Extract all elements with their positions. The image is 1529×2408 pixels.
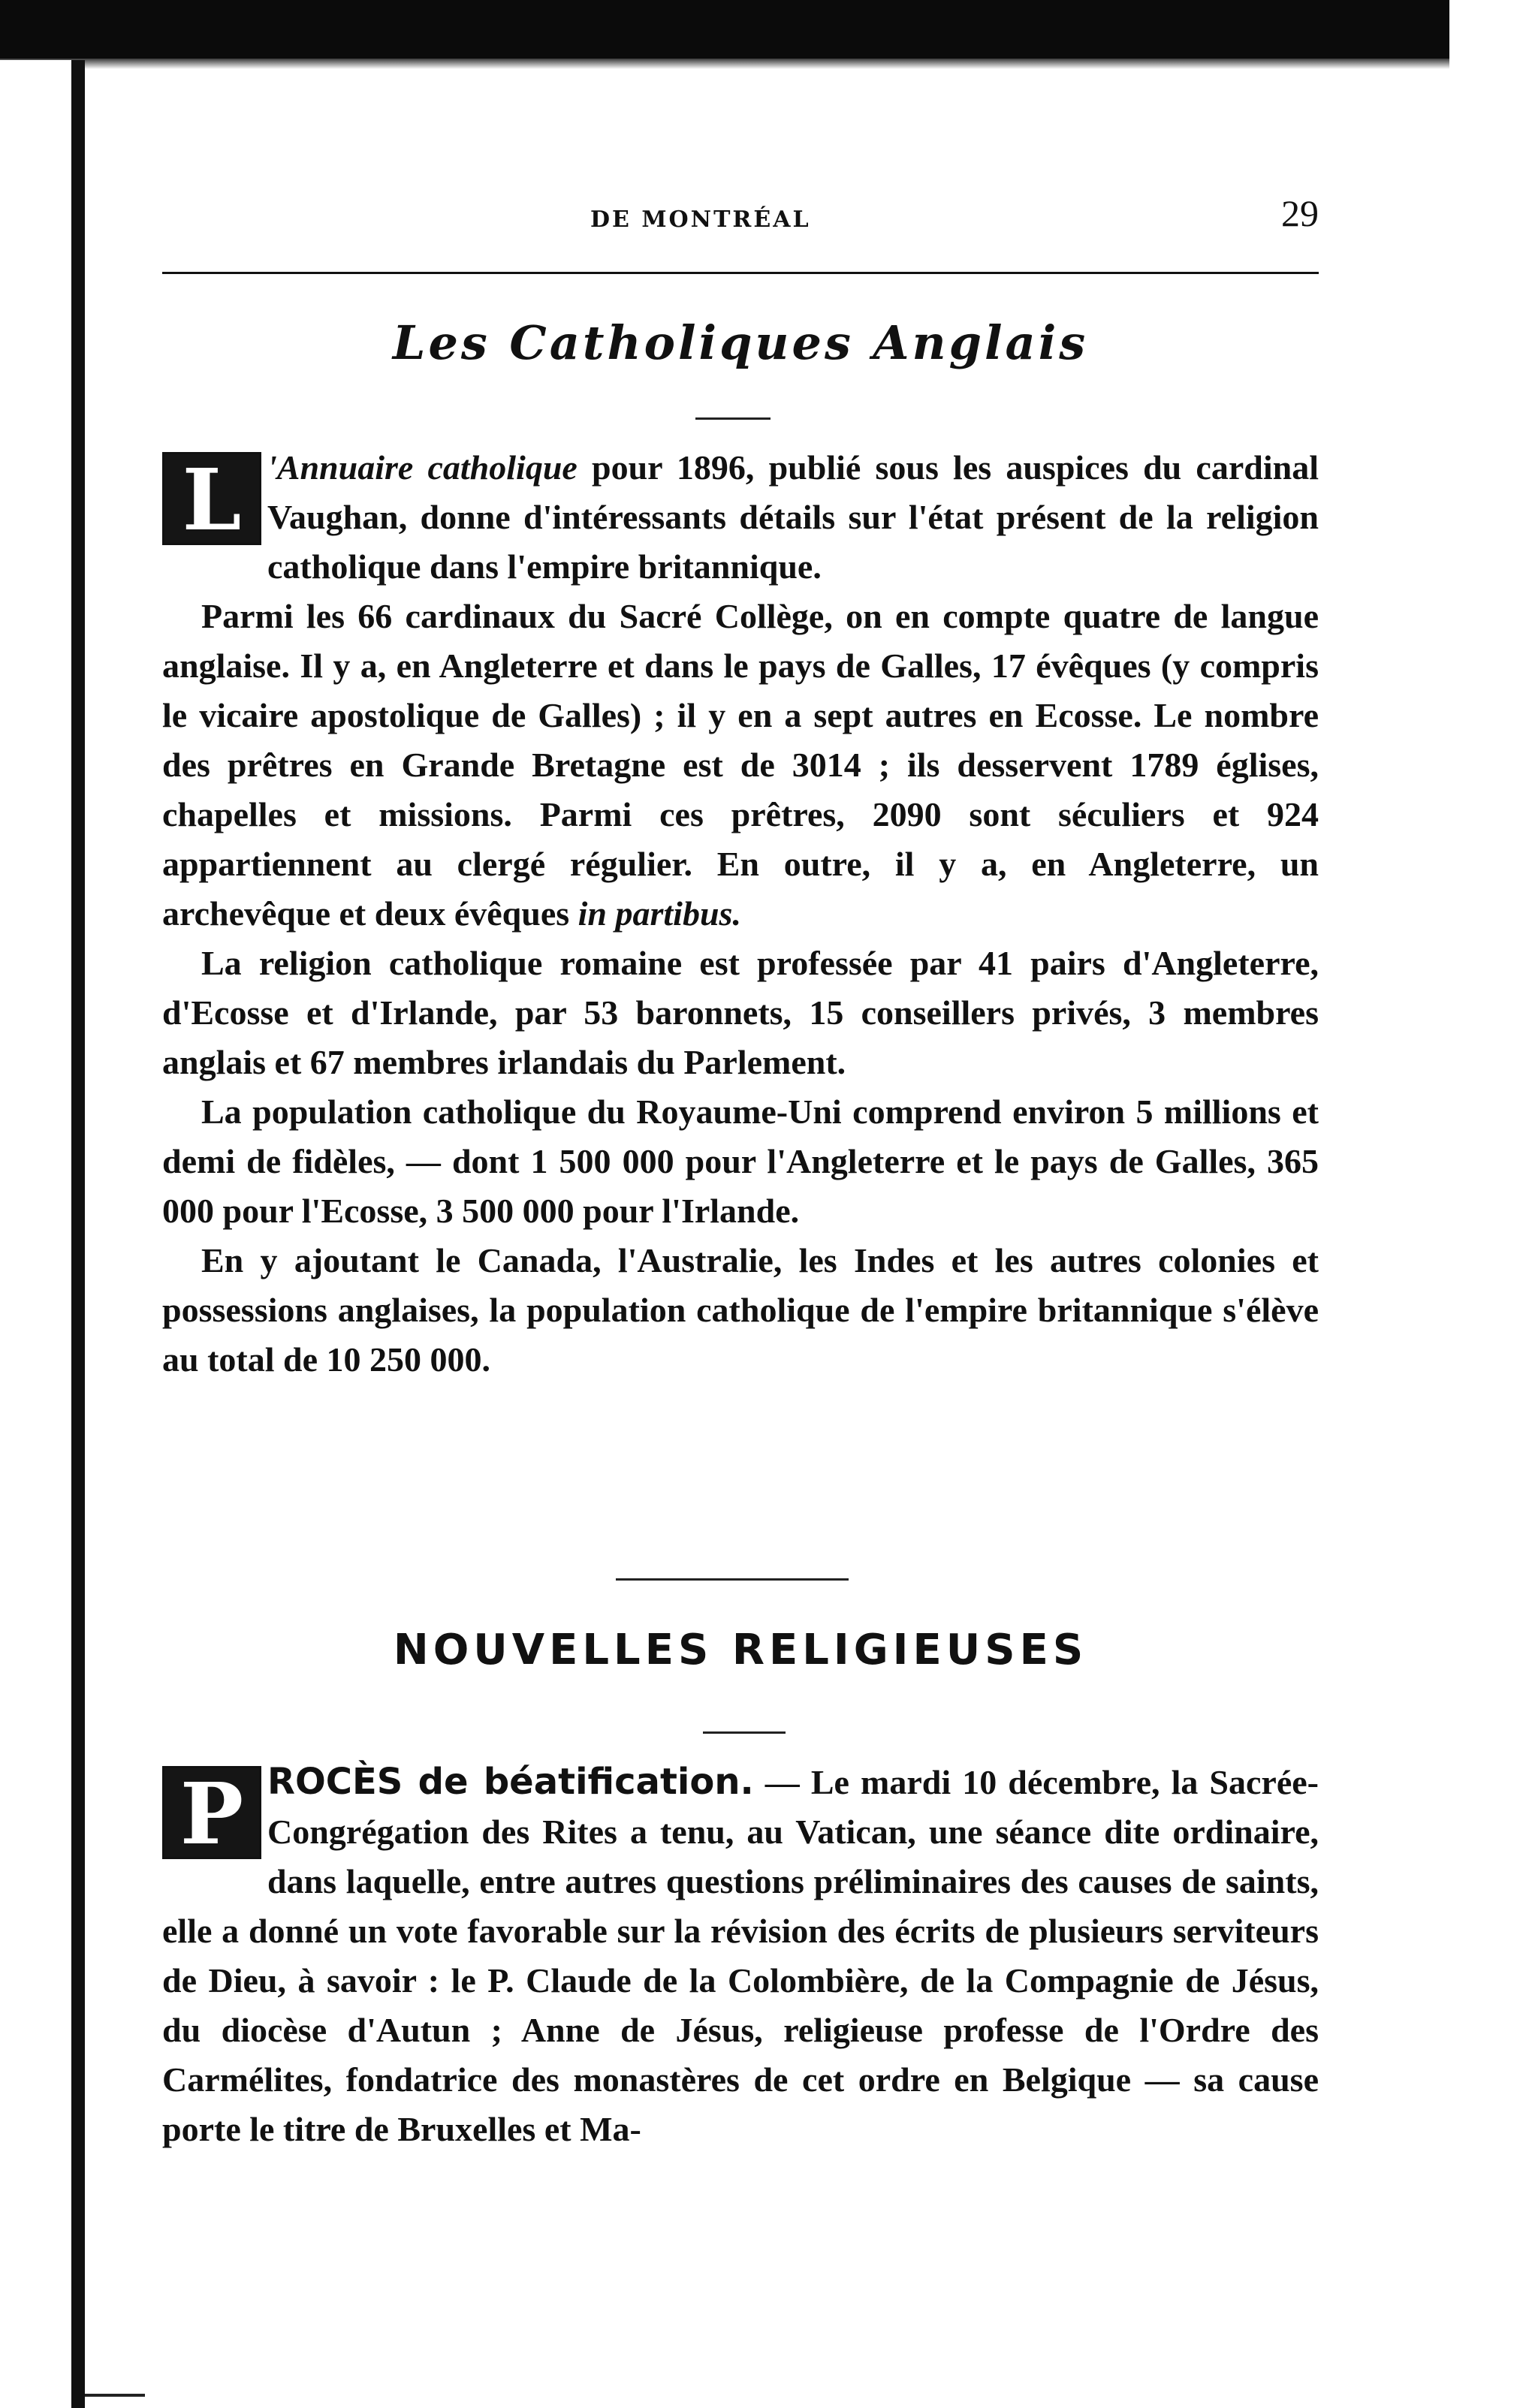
- page-number: 29: [1281, 192, 1319, 234]
- scan-left-border: [71, 60, 85, 2408]
- paragraph: [162, 592, 1319, 939]
- scan-bottom-mark: [85, 2394, 145, 2397]
- running-title: DE MONTRÉAL: [590, 206, 811, 233]
- annuaire-title: 'Annuaire catholique: [267, 448, 578, 487]
- lead-title: ROCÈS de béatification.: [267, 1761, 754, 1803]
- scan-top-border: [0, 0, 1449, 59]
- heading-divider: [703, 1731, 786, 1734]
- paragraph: La religion catholique romaine est professée par 41 pairs d'Angleterre, d'Ecosse et d'Irlande, par 53 baronnets, 15 conseillers privés, 3 membres anglais et 67 membres irlandais du Parlement.: [162, 944, 1319, 1081]
- section-heading-catholiques-anglais: Les Catholiques Anglais: [392, 315, 1089, 370]
- article-nouvelles-religieuses: [162, 1757, 1319, 2154]
- paragraph: La population catholique du Royaume-Uni comprend environ 5 millions et demi de fidèles, — dont 1 500 000 pour l'Angleterre et le pays de Galles, 365 000 pour l'Ecosse, 3 500 000 pour l'Irlande.: [162, 1092, 1319, 1230]
- paragraph-text: pour 1896, publié sous les auspices du cardinal Vaughan, donne d'intéressants détails sur l'état présent de la religion catholique dans l'empire britannique.: [267, 448, 1319, 586]
- section-separator: [616, 1578, 849, 1581]
- header-rule: [162, 272, 1319, 274]
- section-heading-nouvelles-religieuses: NOUVELLES RELIGIEUSES: [393, 1626, 1088, 1674]
- paragraph-text: Parmi les 66 cardinaux du Sacré Collège, on en compte quatre de langue anglaise. Il y a, en Angleterre et dans le pays de Galles, 17 évêques (y compris le vicaire apostolique de Galles) ; il y en a sept autres en Ecosse. Le nombre des prêtres en Grande Bretagne est de 3014 ; ils desservent 1789 églises, chapelles et missions. Parmi ces prêtres, 2090 sont séculiers et 924 appartiennent au clergé régulier. En outre, il y a, en Angleterre, un archevêque et deux évêques: [162, 597, 1319, 933]
- paragraph: [162, 443, 1319, 592]
- running-head: [162, 191, 1319, 244]
- drop-cap: P: [162, 1766, 261, 1859]
- article-catholiques-anglais: [162, 443, 1319, 1385]
- drop-cap: L: [162, 452, 261, 545]
- paragraph: En y ajoutant le Canada, l'Australie, les Indes et les autres colonies et possessions anglaises, la population catholique de l'empire britannique s'élève au total de 10 250 000.: [162, 1241, 1319, 1379]
- paragraph-text: — Le mardi 10 décembre, la Sacrée-Congrégation des Rites a tenu, au Vatican, une séance dite ordinaire, dans laquelle, entre autres questions préliminaires des causes de saints, elle a donné un vote favorable sur la révision des écrits de plusieurs serviteurs de Dieu, à savoir : le P. Claude de la Colombière, de la Compagnie de Jésus, du diocèse d'Autun ; Anne de Jésus, religieuse professe de l'Ordre des Carmélites, fondatrice des monastères de cet ordre en Belgique — sa cause porte le titre de Bruxelles et Ma-: [162, 1763, 1319, 2148]
- scan-top-border-shadow: [0, 59, 1449, 69]
- heading-divider: [695, 417, 771, 420]
- paragraph-italic: in partibus.: [578, 894, 741, 933]
- paragraph: [162, 1757, 1319, 2154]
- scan-left-margin: [0, 60, 71, 2408]
